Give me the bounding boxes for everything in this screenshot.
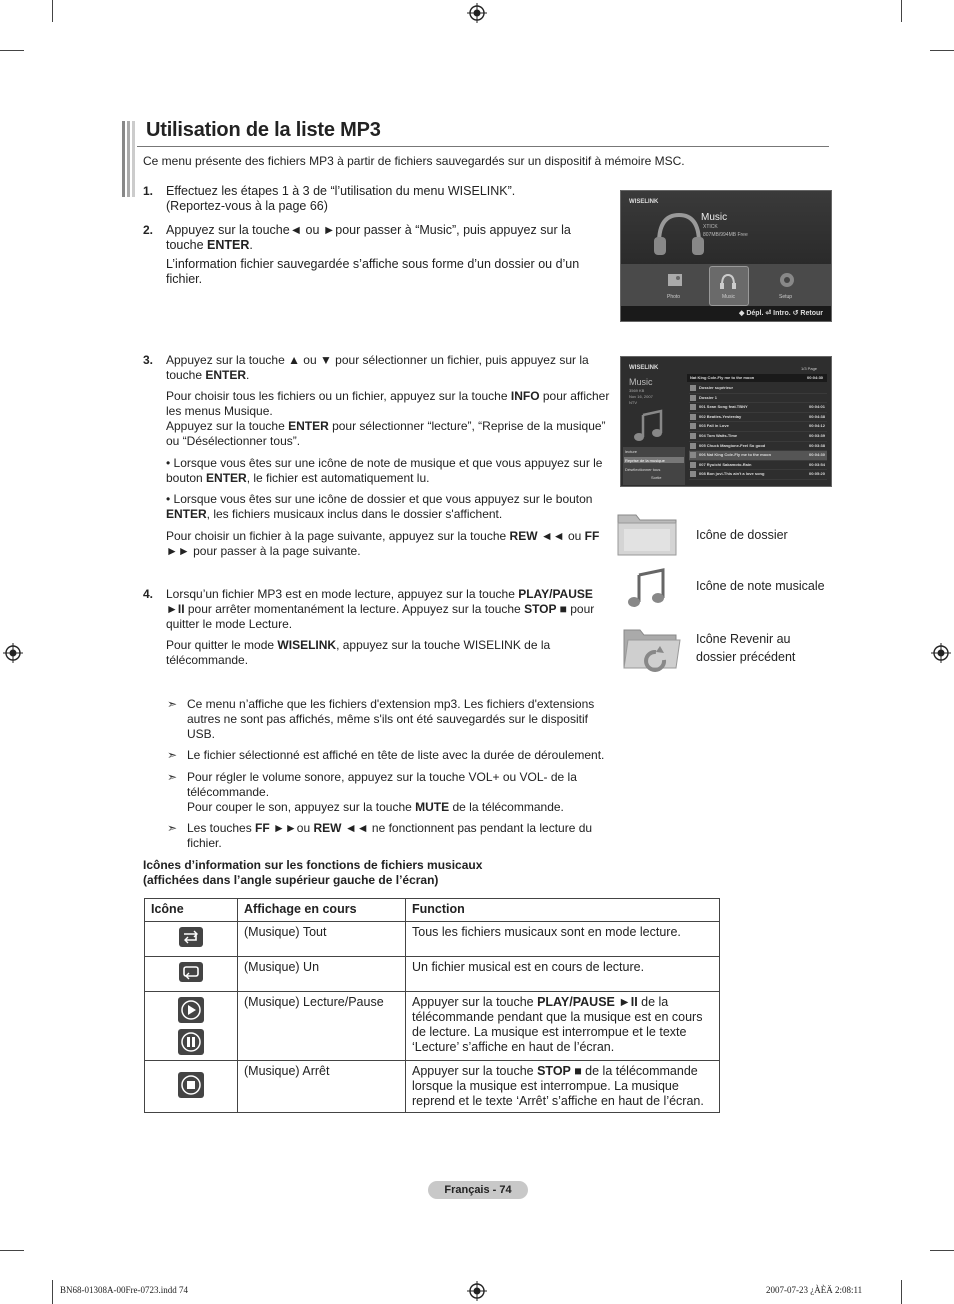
music-note-icon [690, 433, 696, 439]
note-arrow-icon: ➣ [167, 770, 178, 784]
list-item[interactable] [689, 403, 827, 413]
note-arrow-icon: ➣ [167, 697, 178, 711]
music-icons-table [144, 898, 720, 1113]
function-one: Un fichier musical est en cours de lecture. [406, 957, 720, 992]
table-title: Icônes d’information sur les fonctions de fichiers musicaux [143, 858, 483, 872]
file-date: Nov 16, 2007 [629, 394, 653, 399]
list-item-duration: 00:05:20 [808, 471, 825, 477]
note-3: Pour régler le volume sonore, appuyez sur la touche VOL+ ou VOL- de la télécommande. [187, 770, 577, 799]
list-item[interactable] [689, 394, 827, 404]
list-item[interactable] [689, 413, 827, 423]
note-2: Le fichier sélectionné est affiché en tête de liste avec la durée de déroulement. [187, 748, 605, 762]
file-artist: NTV [629, 400, 637, 405]
list-item-title: 006 Nat King Cole-Fly me to the moon [699, 452, 772, 458]
music-note-icon [690, 404, 696, 410]
screen-device: XTICK [703, 224, 718, 230]
menu-sortie[interactable]: Sortie [651, 475, 662, 480]
music-note-icon [690, 443, 696, 449]
display-play-pause: (Musique) Lecture/Pause [238, 992, 406, 1061]
file-size: 3569 KB [629, 388, 645, 393]
step-number: 4. [143, 587, 154, 601]
table-row [145, 1061, 720, 1113]
list-item-duration: 00:03:38 [808, 442, 825, 448]
list-item-title: Dossier supérieur [699, 385, 734, 390]
step-number: 2. [143, 223, 154, 237]
list-item-title: 008 Bon jovi-This ain't a love song [699, 471, 765, 477]
table-row [145, 992, 720, 1061]
repeat-all-icon [178, 926, 204, 948]
music-note-icon [690, 471, 696, 477]
music-note-icon [690, 414, 696, 420]
list-item[interactable] [689, 461, 827, 471]
menu-deselect[interactable]: Désélectionner tous [625, 467, 661, 472]
stop-icon [177, 1071, 205, 1099]
note-icon-label: Icône de note musicale [696, 579, 825, 593]
step-3-bullet-note: • Lorsque vous êtes sur une icône de note de musique et que vous appuyez sur le bouton ENTER, le fichier est automatiquement lu. [166, 456, 603, 485]
folder-icon-label: Icône de dossier [696, 528, 788, 542]
display-all: (Musique) Tout [238, 922, 406, 957]
function-play-pause: Appuyer sur la touche PLAY/PAUSE ►II de la télécommande pendant que la musique est en cours de lecture. La musique est interrompue et le texte ‘Lecture’ s’affiche en haut de l’écran. [406, 992, 720, 1061]
registration-mark-icon [3, 643, 23, 663]
list-item[interactable] [689, 451, 827, 461]
note-arrow-icon: ➣ [167, 748, 178, 762]
title-accent-bar [122, 121, 136, 197]
music-note-icon [633, 409, 665, 443]
menu-lecture[interactable]: lecture [625, 449, 638, 454]
music-note-icon [690, 423, 696, 429]
step-3-enter: Appuyez sur la touche ENTER pour sélectionner “lecture”, “Reprise de la musique” ou “Désélectionner tous”. [166, 419, 606, 448]
table-row [145, 922, 720, 957]
step-3-next-page: Pour choisir un fichier à la page suivante, appuyez sur la touche REW ◄◄ ou FF ►► pour passer à la page suivante. [166, 529, 600, 558]
page-title: Utilisation de la liste MP3 [146, 119, 381, 141]
screen-nav-bar: ◆ Dépl. ⏎ Intro. ↺ Retour [621, 306, 831, 321]
list-item-title: 002 Beatles-Yesterday [699, 413, 742, 419]
music-note-icon [690, 452, 696, 458]
col-function: Function [406, 899, 720, 922]
note-4: Les touches FF ►►ou REW ◄◄ ne fonctionnent pas pendant la lecture du fichier. [187, 821, 593, 850]
folder-icon [614, 507, 680, 557]
step-number: 1. [143, 184, 154, 198]
display-one: (Musique) Un [238, 957, 406, 992]
list-item[interactable] [689, 422, 827, 432]
function-all: Tous les fichiers musicaux sont en mode lecture. [406, 922, 720, 957]
list-item-title: 001 Sean Song feat.TBNY [699, 404, 748, 410]
list-item-title: 004 Tom Waits-Time [699, 432, 738, 438]
intro-text: Ce menu présente des fichiers MP3 à partir de fichiers sauvegardés sur un dispositif à mémoire MSC. [143, 154, 685, 168]
music-note-icon [626, 567, 668, 609]
step-3-text: Appuyez sur la touche ▲ ou ▼ pour sélectionner un fichier, puis appuyez sur la touche ENTER. [166, 353, 589, 382]
pause-icon [177, 1028, 205, 1056]
photo-icon [666, 271, 684, 289]
registration-mark-icon [467, 3, 487, 23]
wiselink-menu-screenshot [620, 190, 832, 322]
table-row [145, 957, 720, 992]
step-2-detail: L’information fichier sauvegardée s’affiche sous forme d’un dossier ou d’un fichier. [166, 257, 580, 286]
folder-icon [690, 395, 696, 401]
music-list-screenshot [620, 356, 832, 487]
tab-photo[interactable]: Photo [667, 294, 681, 300]
list-item-duration: 00:04:01 [808, 404, 825, 410]
function-stop: Appuyer sur la touche STOP ■ de la télécommande lorsque la musique est interrompue. La musique reprend et le texte ‘Arrêt’ s’affiche en haut de l’écran. [406, 1061, 720, 1113]
note-1: Ce menu n’affiche que les fichiers d'extension mp3. Les fichiers d'extensions autres ne sont pas affichés, même s'ils ont été sauvegardés sur le dispositif USB. [187, 697, 595, 741]
screen-brand: WISELINK [629, 365, 659, 371]
list-item-title: 007 Ryuichi Sakamoto-Rain [699, 461, 752, 467]
step-3-info: Pour choisir tous les fichiers ou un fichier, appuyez sur la touche INFO pour afficher les menus Musique. [166, 389, 610, 418]
now-playing: Nat King Cole-Fly me to the moon [690, 375, 755, 380]
note-arrow-icon: ➣ [167, 821, 178, 835]
back-icon-label: Icône Revenir au dossier précédent [696, 632, 796, 664]
music-icon [718, 271, 738, 291]
list-item-title: Dossier 1 [699, 394, 718, 400]
menu-reprise[interactable]: Reprise de la musique [625, 458, 665, 463]
list-item-duration: 00:04:30 [808, 452, 825, 458]
file-list [689, 384, 827, 480]
list-item[interactable] [689, 470, 827, 480]
list-item[interactable] [689, 442, 827, 452]
slug-right: 2007-07-23 ¿ÀÈÄ 2:08:11 [766, 1285, 863, 1295]
display-stop: (Musique) Arrêt [238, 1061, 406, 1113]
list-item-duration: 00:04:38 [808, 413, 825, 419]
step-1-text: Effectuez les étapes 1 à 3 de “l’utilisation du menu WISELINK”. (Reportez-vous à la page 66) [166, 184, 516, 213]
screen-free: 807MB/994MB Free [703, 232, 748, 238]
step-4-text: Lorsqu’un fichier MP3 est en mode lecture, appuyez sur la touche PLAY/PAUSE ►II pour arrêter momentanément la lecture. Appuyez sur la touche STOP ■ pour quitter le mode Lecture. [166, 587, 595, 631]
list-item-duration: 00:04:12 [808, 423, 825, 429]
folder-icon [690, 385, 696, 391]
setup-icon [778, 271, 796, 289]
registration-mark-icon [467, 1281, 487, 1301]
col-display: Affichage en cours [238, 899, 406, 922]
repeat-one-icon [178, 961, 204, 983]
list-item[interactable] [689, 432, 827, 442]
screen-heading: Music [629, 377, 653, 387]
note-3-mute: Pour couper le son, appuyez sur la touche MUTE de la télécommande. [187, 800, 564, 814]
page-indicator: 1/3 Page [801, 366, 818, 371]
list-item-duration: 00:03:39 [808, 432, 825, 438]
screen-heading: Music [701, 212, 728, 223]
music-note-icon [690, 462, 696, 468]
list-item-duration: 00:03:54 [808, 461, 825, 467]
tab-setup[interactable]: Setup [779, 294, 793, 300]
step-4-exit: Pour quitter le mode WISELINK, appuyez sur la touche WISELINK de la télécommande. [166, 638, 551, 667]
list-item[interactable] [689, 384, 827, 394]
step-number: 3. [143, 353, 154, 367]
now-playing-time: 00:04:30 [807, 375, 824, 380]
screen-brand: WISELINK [629, 199, 659, 205]
back-folder-icon [620, 622, 682, 672]
play-icon [177, 996, 205, 1024]
col-icon: Icône [145, 899, 238, 922]
table-subtitle: (affichées dans l’angle supérieur gauche de l’écran) [143, 873, 439, 887]
list-item-title: 003 Fall in Love [699, 423, 729, 429]
list-item-title: 005 Chuck Mangione-Feel So good [699, 442, 766, 448]
tab-music[interactable]: Music [722, 294, 736, 300]
headphones-icon [651, 209, 707, 257]
page-number: Français - 74 [428, 1181, 528, 1199]
slug-left: BN68-01308A-00Fre-0723.indd 74 [60, 1285, 188, 1295]
registration-mark-icon [931, 643, 951, 663]
title-divider [137, 146, 829, 147]
step-3-bullet-folder: • Lorsque vous êtes sur une icône de dossier et que vous appuyez sur le bouton ENTER, les fichiers musicaux inclus dans le dossier s'affichent. [166, 492, 593, 521]
step-2-text: Appuyez sur la touche◄ ou ►pour passer à “Music”, puis appuyez sur la touche ENTER. [166, 223, 571, 252]
